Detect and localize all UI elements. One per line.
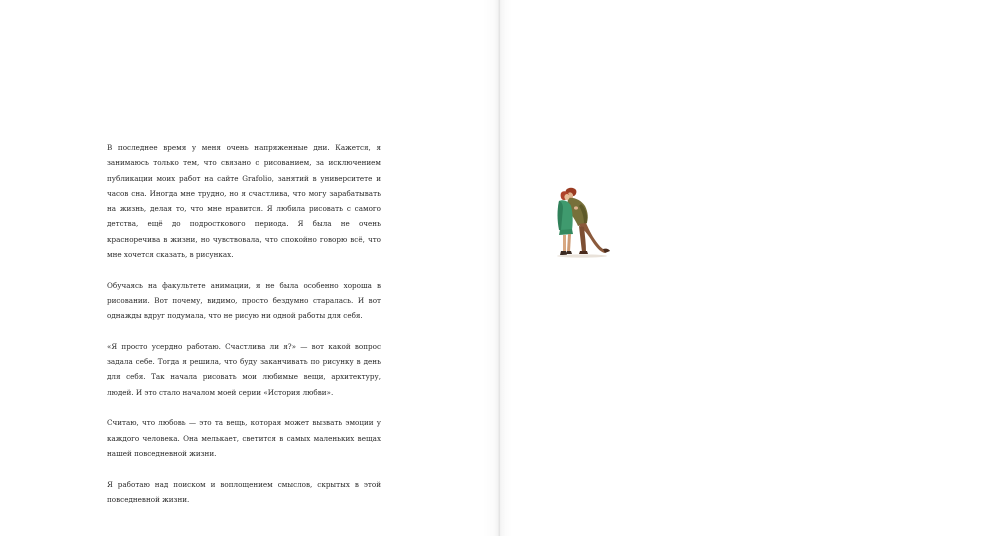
body-text [107, 140, 381, 522]
paragraph-3: «Я просто усердно работаю. Счастлива ли я?» — вот какой вопрос задала себе. Тогда я решила, что буду заканчивать по рисунку в день для себя. Так начала рисовать мои любимые вещи, архитектуру, людей. И это стало началом моей серии «История любви». [107, 341, 381, 397]
paragraph-5: Я работаю над поиском и воплощением смыслов, скрытых в этой повседневной жизни. [107, 479, 381, 504]
paragraph-1: В последнее время у меня очень напряженные дни. Кажется, я занимаюсь только тем, что связано с рисованием, за исключением публикации моих работ на сайте Grafolio, занятий в университете и часов сна. Иногда мне трудно, но я счастлива, что могу зарабатывать на жизнь, делая то, что мне нравится. Я любила рисовать с самого детства, ещё до подросткового периода. Я была не очень красноречива в жизни, но чувствовала, что спокойно говорю всё, что мне хочется сказать, в рисунках. [107, 143, 381, 260]
left-page [0, 0, 499, 536]
paragraph-2: Обучаясь на факультете анимации, я не была особенно хороша в рисовании. Вот почему, видимо, просто бездумно старалась. И вот однажды вдруг подумала, что не рисую ни одной работы для себя. [107, 280, 381, 321]
right-page [499, 0, 1001, 536]
paragraph-4: Считаю, что любовь — это та вещь, которая может вызвать эмоции у каждого человека. Она мелькает, светится в самых маленьких вещах нашей повседневной жизни. [107, 418, 381, 458]
kissing-couple-illustration [548, 186, 618, 268]
